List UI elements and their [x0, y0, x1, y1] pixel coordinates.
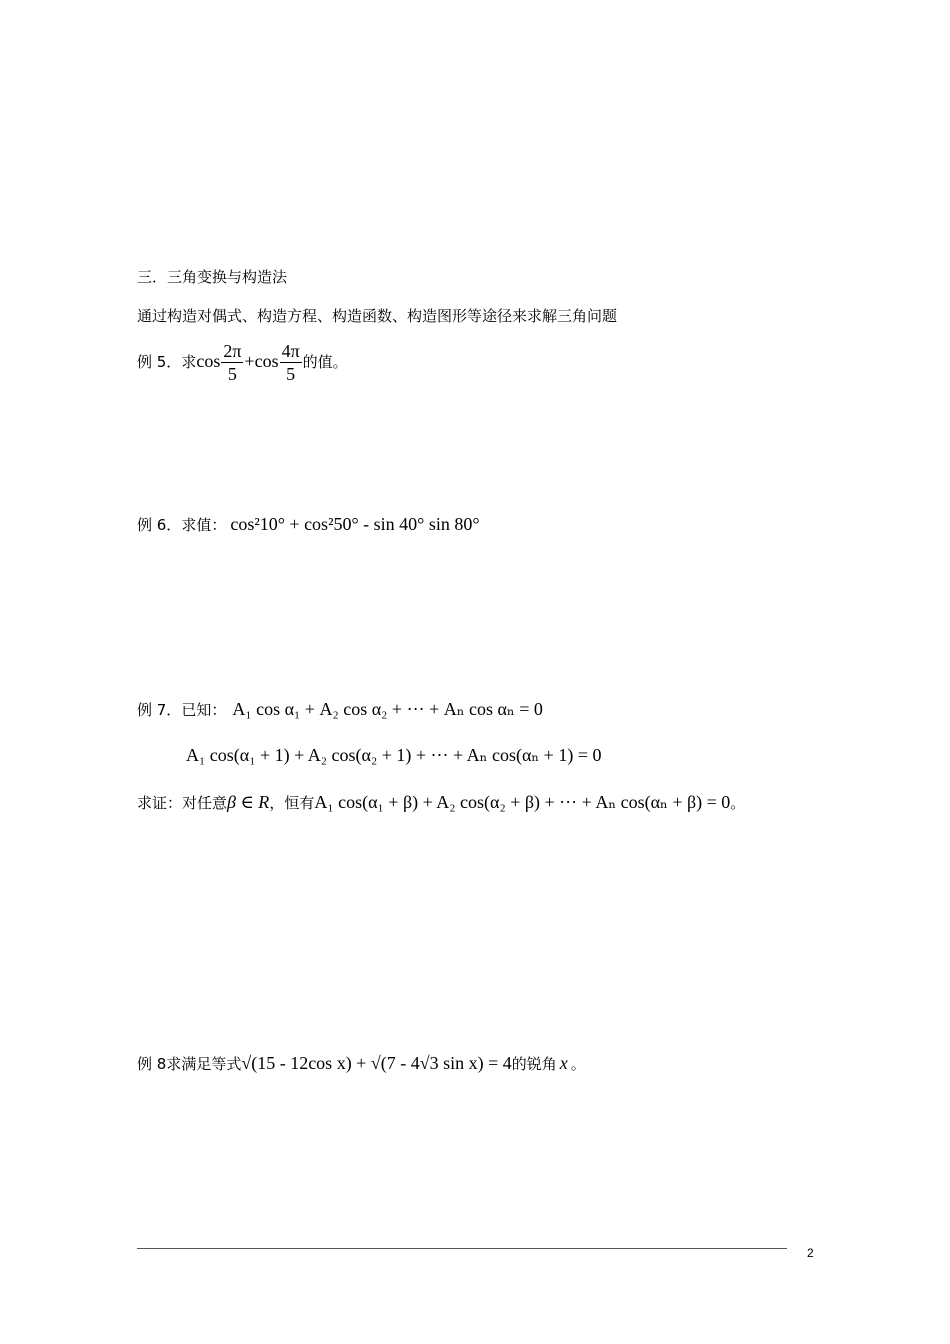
fraction-denominator: 5: [227, 364, 237, 384]
page-number: 2: [807, 1246, 814, 1260]
example-5-suffix: 的值。: [302, 353, 348, 371]
example-6-formula: cos²10° + cos²50° - sin 40° sin 80°: [230, 514, 480, 534]
example-7-prove: [137, 792, 745, 813]
example-8-end: 。: [570, 1055, 586, 1073]
example-7-equation-1: A₁ cos α₁ + A₂ cos α₂ + ··· + Aₙ cos αₙ = 0: [232, 699, 543, 719]
example-7-equation-2: A₁ cos(α₁ + 1) + A₂ cos(α₂ + 1) + ··· + Aₙ cos(αₙ + 1) = 0: [186, 745, 602, 765]
example-6-prefix: 求值：: [181, 516, 227, 534]
prove-condition: β ∈ R: [227, 792, 270, 812]
prove-formula: A₁ cos(α₁ + β) + A₂ cos(α₂ + β) + ··· + Aₙ cos(αₙ + β) = 0: [314, 792, 731, 812]
section-heading: 三．三角变换与构造法: [137, 268, 288, 286]
prove-prefix: 求证：对任意: [137, 794, 228, 812]
example-7-given: [137, 699, 543, 720]
fraction-numerator: 4π: [281, 341, 300, 361]
example-6-label: 例 6．: [137, 516, 182, 534]
example-8-label: 例 8: [137, 1055, 167, 1073]
cos-text: cos: [196, 351, 221, 371]
cos-text: cos: [254, 351, 279, 371]
prove-end: 。: [730, 794, 746, 812]
example-5-label: 例 5．: [137, 353, 182, 371]
example-6: [137, 514, 480, 535]
section-intro: 通过构造对偶式、构造方程、构造函数、构造图形等途径来求解三角问题: [137, 307, 618, 325]
example-8-variable: x: [559, 1053, 568, 1073]
example-7-label: 例 7．: [137, 701, 182, 719]
example-8: [137, 1053, 586, 1074]
example-7-given-label: 已知：: [181, 701, 227, 719]
fraction-4pi-5: [280, 340, 302, 385]
fraction-numerator: 2π: [223, 341, 242, 361]
example-8-prefix: 求满足等式: [166, 1055, 242, 1073]
example-8-formula: √(15 - 12cos x) + √(7 - 4√3 sin x) = 4: [241, 1053, 512, 1073]
prove-mid: ，恒有: [269, 794, 315, 812]
example-5: [137, 340, 348, 385]
fraction-2pi-5: [221, 340, 243, 385]
example-8-mid: 的锐角: [511, 1055, 557, 1073]
footer-rule: [137, 1248, 787, 1249]
plus-sign: +: [244, 351, 255, 371]
example-5-prefix: 求: [181, 353, 197, 371]
fraction-denominator: 5: [286, 364, 296, 384]
